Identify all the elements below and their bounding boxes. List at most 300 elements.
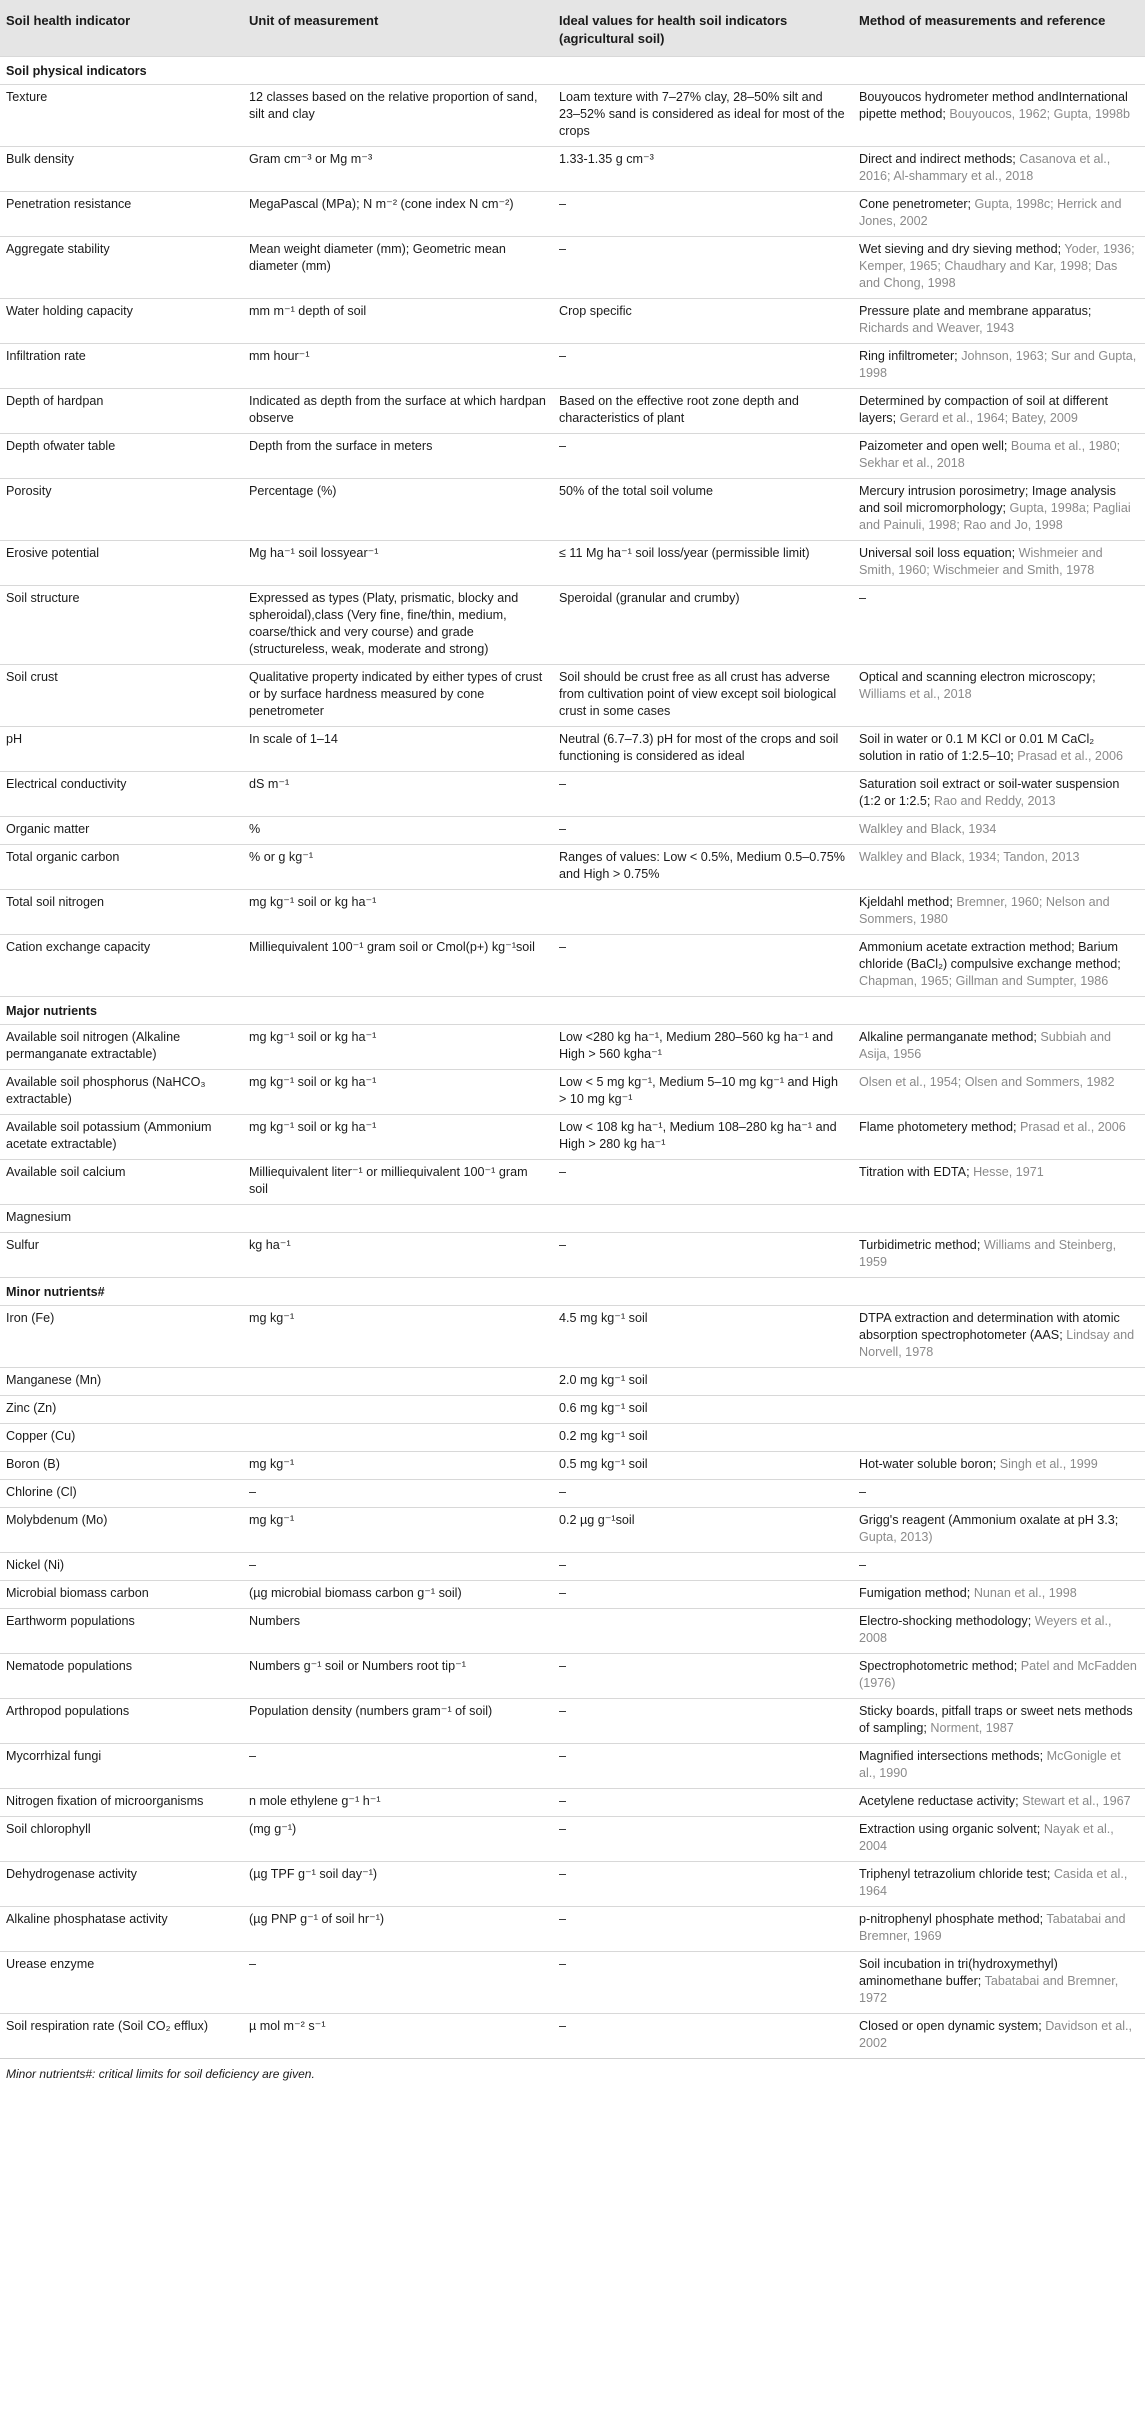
method-text: – [859,1485,867,1499]
method-cell [853,479,1145,541]
ideal-value-cell: – [553,817,853,845]
unit-cell: mm m⁻¹ depth of soil [243,299,553,344]
method-text: Flame photometery method; [859,1120,1017,1134]
indicator-cell: Electrical conductivity [0,772,243,817]
indicator-cell: Texture [0,85,243,147]
indicator-cell: Porosity [0,479,243,541]
ideal-value-cell: – [553,1789,853,1817]
table-row [0,890,1145,935]
reference-text: Olsen et al., 1954; Olsen and Sommers, 1982 [859,1075,1115,1089]
indicator-cell: Available soil calcium [0,1160,243,1205]
unit-cell: Mg ha⁻¹ soil lossyear⁻¹ [243,541,553,586]
indicator-cell: Manganese (Mn) [0,1368,243,1396]
method-cell [853,1070,1145,1115]
table-row [0,1699,1145,1744]
method-cell [853,845,1145,890]
table-row [0,389,1145,434]
indicator-cell: Mycorrhizal fungi [0,1744,243,1789]
unit-cell: – [243,1952,553,2014]
ideal-value-cell: – [553,1581,853,1609]
unit-cell: Population density (numbers gram⁻¹ of soil) [243,1699,553,1744]
unit-cell: mg kg⁻¹ soil or kg ha⁻¹ [243,1115,553,1160]
unit-cell: mg kg⁻¹ [243,1508,553,1553]
ideal-value-cell: – [553,434,853,479]
unit-cell: Gram cm⁻³ or Mg m⁻³ [243,147,553,192]
unit-cell: n mole ethylene g⁻¹ h⁻¹ [243,1789,553,1817]
indicator-cell: Chlorine (Cl) [0,1480,243,1508]
method-cell [853,1508,1145,1553]
method-text: DTPA extraction and determination with atomic absorption spectrophotometer (AAS; [859,1311,1120,1342]
method-cell [853,1952,1145,2014]
table-row [0,2014,1145,2059]
method-cell [853,1396,1145,1424]
reference-text: Stewart et al., 1967 [1022,1794,1131,1808]
method-cell [853,727,1145,772]
footnote: Minor nutrients#: critical limits for soil deficiency are given. [0,2058,1145,2089]
method-text: Titration with EDTA; [859,1165,970,1179]
section-title: Soil physical indicators [0,57,1145,85]
indicator-cell: Zinc (Zn) [0,1396,243,1424]
table-row [0,1508,1145,1553]
section-title: Major nutrients [0,997,1145,1025]
header-method: Method of measurements and reference [853,0,1145,57]
method-cell [853,1115,1145,1160]
reference-text: Bremner, 1960; Nelson and Sommers, 1980 [859,895,1110,926]
ideal-value-cell: 4.5 mg kg⁻¹ soil [553,1306,853,1368]
ideal-value-cell: – [553,237,853,299]
table-row [0,727,1145,772]
reference-text: Walkley and Black, 1934; Tandon, 2013 [859,850,1080,864]
table-row [0,1817,1145,1862]
method-cell [853,1025,1145,1070]
ideal-value-cell: 0.2 µg g⁻¹soil [553,1508,853,1553]
indicator-cell: Bulk density [0,147,243,192]
method-text: Bouyoucos hydrometer method andInternational pipette method; [859,90,1128,121]
reference-text: Williams and Steinberg, 1959 [859,1238,1117,1269]
method-text: Turbidimetric method; [859,1238,981,1252]
ideal-value-cell: Neutral (6.7–7.3) pH for most of the crops and soil functioning is considered as ideal [553,727,853,772]
table-row [0,85,1145,147]
indicator-cell: Penetration resistance [0,192,243,237]
indicator-cell: Infiltration rate [0,344,243,389]
unit-cell: µ mol m⁻² s⁻¹ [243,2014,553,2059]
unit-cell [243,1424,553,1452]
method-cell [853,192,1145,237]
method-cell [853,1233,1145,1278]
method-cell [853,1306,1145,1368]
ideal-value-cell: Soil should be crust free as all crust has adverse from cultivation point of view except soil biological crust in some cases [553,665,853,727]
method-text: Closed or open dynamic system; [859,2019,1042,2033]
reference-text: Rao and Reddy, 2013 [933,794,1056,808]
ideal-value-cell: – [553,1480,853,1508]
reference-text: Gupta, 1998c; Herrick and Jones, 2002 [859,197,1122,228]
indicator-cell: Soil chlorophyll [0,1817,243,1862]
header-ideal-values: Ideal values for health soil indicators (agricultural soil) [553,0,853,57]
ideal-value-cell: Low < 108 kg ha⁻¹, Medium 108–280 kg ha⁻¹ and High > 280 kg ha⁻¹ [553,1115,853,1160]
header-unit: Unit of measurement [243,0,553,57]
section-row [0,997,1145,1025]
reference-text: Chapman, 1965; Gillman and Sumpter, 1986 [859,974,1109,988]
method-cell [853,1654,1145,1699]
reference-text: Bouyoucos, 1962; Gupta, 1998b [949,107,1130,121]
method-cell [853,1205,1145,1233]
reference-text: Nunan et al., 1998 [973,1586,1077,1600]
indicator-cell: Copper (Cu) [0,1424,243,1452]
ideal-value-cell: Low <280 kg ha⁻¹, Medium 280–560 kg ha⁻¹ and High > 560 kgha⁻¹ [553,1025,853,1070]
ideal-value-cell: – [553,1553,853,1581]
reference-text: Casida et al., 1964 [859,1867,1128,1898]
method-text: – [859,591,867,605]
method-text: Determined by compaction of soil at different layers; [859,394,1108,425]
unit-cell: mg kg⁻¹ soil or kg ha⁻¹ [243,890,553,935]
unit-cell: % [243,817,553,845]
ideal-value-cell: Low < 5 mg kg⁻¹, Medium 5–10 mg kg⁻¹ and High > 10 mg kg⁻¹ [553,1070,853,1115]
table-row [0,586,1145,665]
ideal-value-cell: – [553,1817,853,1862]
unit-cell: Qualitative property indicated by either types of crust or by surface hardness measured by cone penetrometer [243,665,553,727]
indicator-cell: Boron (B) [0,1452,243,1480]
indicator-cell: Available soil phosphorus (NaHCO₃ extractable) [0,1070,243,1115]
table-row [0,1609,1145,1654]
method-cell [853,147,1145,192]
indicator-cell: Urease enzyme [0,1952,243,2014]
method-cell [853,1907,1145,1952]
ideal-value-cell [553,1609,853,1654]
unit-cell [243,1205,553,1233]
unit-cell: % or g kg⁻¹ [243,845,553,890]
indicator-cell: Total organic carbon [0,845,243,890]
ideal-value-cell: – [553,1952,853,2014]
ideal-value-cell [553,890,853,935]
indicator-cell: Depth of hardpan [0,389,243,434]
unit-cell: – [243,1744,553,1789]
reference-text: Gerard et al., 1964; Batey, 2009 [899,411,1078,425]
method-text: Triphenyl tetrazolium chloride test; [859,1867,1051,1881]
method-cell [853,1553,1145,1581]
table-row [0,845,1145,890]
indicator-cell: Arthropod populations [0,1699,243,1744]
method-text: Extraction using organic solvent; [859,1822,1041,1836]
unit-cell: Mean weight diameter (mm); Geometric mean diameter (mm) [243,237,553,299]
method-cell [853,1452,1145,1480]
reference-text: Subbiah and Asija, 1956 [859,1030,1112,1061]
reference-text: Bouma et al., 1980; Sekhar et al., 2018 [859,439,1121,470]
reference-text: Weyers et al., 2008 [859,1614,1112,1645]
table-row [0,1306,1145,1368]
method-text: Kjeldahl method; [859,895,953,909]
method-cell [853,434,1145,479]
section-row [0,57,1145,85]
reference-text: Gupta, 1998a; Pagliai and Painuli, 1998; Rao and Jo, 1998 [859,501,1131,532]
table-row [0,1789,1145,1817]
ideal-value-cell: 2.0 mg kg⁻¹ soil [553,1368,853,1396]
ideal-value-cell: – [553,192,853,237]
table-row [0,434,1145,479]
method-text: Wet sieving and dry sieving method; [859,242,1062,256]
indicator-cell: Dehydrogenase activity [0,1862,243,1907]
indicator-cell: Microbial biomass carbon [0,1581,243,1609]
unit-cell: Milliequivalent 100⁻¹ gram soil or Cmol(p+) kg⁻¹soil [243,935,553,997]
ideal-value-cell: Speroidal (granular and crumby) [553,586,853,665]
table-row [0,192,1145,237]
method-cell [853,935,1145,997]
section-title: Minor nutrients# [0,1278,1145,1306]
ideal-value-cell: – [553,1699,853,1744]
method-cell [853,1699,1145,1744]
method-text: Pressure plate and membrane apparatus; [859,304,1092,318]
unit-cell: (µg TPF g⁻¹ soil day⁻¹) [243,1862,553,1907]
ideal-value-cell: – [553,344,853,389]
method-cell [853,1480,1145,1508]
unit-cell: (µg microbial biomass carbon g⁻¹ soil) [243,1581,553,1609]
ideal-value-cell: Crop specific [553,299,853,344]
table-row [0,772,1145,817]
table-row [0,1025,1145,1070]
method-cell [853,237,1145,299]
unit-cell: Percentage (%) [243,479,553,541]
unit-cell: (µg PNP g⁻¹ of soil hr⁻¹) [243,1907,553,1952]
method-cell [853,1368,1145,1396]
table-row [0,1862,1145,1907]
ideal-value-cell: 50% of the total soil volume [553,479,853,541]
indicator-cell: Iron (Fe) [0,1306,243,1368]
indicator-cell: Soil crust [0,665,243,727]
ideal-value-cell: 0.6 mg kg⁻¹ soil [553,1396,853,1424]
ideal-value-cell: – [553,1862,853,1907]
method-cell [853,1581,1145,1609]
ideal-value-cell [553,1205,853,1233]
ideal-value-cell: 0.2 mg kg⁻¹ soil [553,1424,853,1452]
indicator-cell: Nematode populations [0,1654,243,1699]
indicator-cell: Available soil potassium (Ammonium acetate extractable) [0,1115,243,1160]
method-text: Direct and indirect methods; [859,152,1016,166]
table-row [0,1160,1145,1205]
method-text: Alkaline permanganate method; [859,1030,1037,1044]
unit-cell: mg kg⁻¹ soil or kg ha⁻¹ [243,1070,553,1115]
table-row [0,1553,1145,1581]
method-cell [853,1424,1145,1452]
reference-text: Prasad et al., 2006 [1017,749,1123,763]
reference-text: Lindsay and Norvell, 1978 [859,1328,1135,1359]
method-cell [853,586,1145,665]
reference-text: McGonigle et al., 1990 [859,1749,1121,1780]
reference-text: Casanova et al., 2016; Al-shammary et al., 2018 [859,152,1111,183]
method-text: Sticky boards, pitfall traps or sweet nets methods of sampling; [859,1704,1133,1735]
reference-text: Williams et al., 2018 [859,687,972,701]
table-row [0,479,1145,541]
ideal-value-cell: Loam texture with 7–27% clay, 28–50% silt and 23–52% sand is considered as ideal for most of the crops [553,85,853,147]
indicator-cell: Soil respiration rate (Soil CO₂ efflux) [0,2014,243,2059]
unit-cell: MegaPascal (MPa); N m⁻² (cone index N cm⁻²) [243,192,553,237]
unit-cell: mm hour⁻¹ [243,344,553,389]
method-text: Paizometer and open well; [859,439,1008,453]
ideal-value-cell: Based on the effective root zone depth and characteristics of plant [553,389,853,434]
method-text: Ring infiltrometer; [859,349,958,363]
table-row [0,1744,1145,1789]
method-cell [853,389,1145,434]
indicator-cell: Depth ofwater table [0,434,243,479]
section-row [0,1278,1145,1306]
ideal-value-cell: – [553,935,853,997]
method-cell [853,1609,1145,1654]
method-cell [853,817,1145,845]
method-text: Universal soil loss equation; [859,546,1016,560]
indicator-cell: Earthworm populations [0,1609,243,1654]
table-row [0,1368,1145,1396]
method-text: – [859,1558,867,1572]
table-row [0,147,1145,192]
table-row [0,935,1145,997]
table-row [0,1952,1145,2014]
method-text: Spectrophotometric method; [859,1659,1018,1673]
unit-cell: Numbers [243,1609,553,1654]
table-row [0,1424,1145,1452]
header-indicator: Soil health indicator [0,0,243,57]
table-row [0,1654,1145,1699]
reference-text: Richards and Weaver, 1943 [859,321,1015,335]
ideal-value-cell: – [553,1744,853,1789]
table-row [0,817,1145,845]
table-header [0,0,1145,57]
table-row [0,1581,1145,1609]
unit-cell: Depth from the surface in meters [243,434,553,479]
unit-cell: dS m⁻¹ [243,772,553,817]
unit-cell: Indicated as depth from the surface at which hardpan observe [243,389,553,434]
unit-cell [243,1396,553,1424]
method-text: Electro-shocking methodology; [859,1614,1032,1628]
reference-text: Hesse, 1971 [973,1165,1044,1179]
method-text: Fumigation method; [859,1586,971,1600]
method-cell [853,1744,1145,1789]
indicator-cell: Total soil nitrogen [0,890,243,935]
method-cell [853,1862,1145,1907]
table-row [0,1115,1145,1160]
unit-cell: mg kg⁻¹ [243,1306,553,1368]
table-row [0,1205,1145,1233]
indicator-cell: Nickel (Ni) [0,1553,243,1581]
indicator-cell: Organic matter [0,817,243,845]
indicator-cell: Alkaline phosphatase activity [0,1907,243,1952]
ideal-value-cell: – [553,2014,853,2059]
unit-cell: kg ha⁻¹ [243,1233,553,1278]
table-row [0,1480,1145,1508]
unit-cell: Milliequivalent liter⁻¹ or milliequivalent 100⁻¹ gram soil [243,1160,553,1205]
indicator-cell: Aggregate stability [0,237,243,299]
table-row [0,1452,1145,1480]
indicator-cell: pH [0,727,243,772]
ideal-value-cell: 1.33-1.35 g cm⁻³ [553,147,853,192]
method-text: Hot-water soluble boron; [859,1457,997,1471]
table-row [0,541,1145,586]
indicator-cell: Soil structure [0,586,243,665]
unit-cell: – [243,1553,553,1581]
ideal-value-cell: – [553,1160,853,1205]
method-cell [853,85,1145,147]
indicator-cell: Available soil nitrogen (Alkaline permanganate extractable) [0,1025,243,1070]
method-text: Saturation soil extract or soil-water suspension (1:2 or 1:2.5; [859,777,1120,808]
reference-text: Tabatabai and Bremner, 1972 [859,1974,1119,2005]
method-cell [853,1160,1145,1205]
method-text: Cone penetrometer; [859,197,972,211]
table-row [0,299,1145,344]
reference-text: Wishmeier and Smith, 1960; Wischmeier and Smith, 1978 [859,546,1103,577]
method-cell [853,890,1145,935]
indicator-cell: Water holding capacity [0,299,243,344]
ideal-value-cell: – [553,772,853,817]
method-cell [853,772,1145,817]
reference-text: Nayak et al., 2004 [859,1822,1114,1853]
unit-cell: mg kg⁻¹ [243,1452,553,1480]
unit-cell: Numbers g⁻¹ soil or Numbers root tip⁻¹ [243,1654,553,1699]
method-text: Acetylene reductase activity; [859,1794,1019,1808]
unit-cell: In scale of 1–14 [243,727,553,772]
method-cell [853,2014,1145,2059]
ideal-value-cell: – [553,1654,853,1699]
method-cell [853,299,1145,344]
table-body [0,57,1145,2059]
method-text: Magnified intersections methods; [859,1749,1044,1763]
reference-text: Singh et al., 1999 [999,1457,1098,1471]
reference-text: Gupta, 2013) [859,1530,933,1544]
ideal-value-cell: – [553,1907,853,1952]
method-text: Soil in water or 0.1 M KCl or 0.01 M CaCl₂ solution in ratio of 1:2.5–10; [859,732,1095,763]
indicator-cell: Molybdenum (Mo) [0,1508,243,1553]
method-text: Optical and scanning electron microscopy; [859,670,1096,684]
method-text: Ammonium acetate extraction method; Barium chloride (BaCl₂) compulsive exchange method; [859,940,1121,971]
reference-text: Patel and McFadden (1976) [859,1659,1137,1690]
unit-cell: (mg g⁻¹) [243,1817,553,1862]
reference-text: Walkley and Black, 1934 [859,822,997,836]
indicator-cell: Erosive potential [0,541,243,586]
method-text: Soil incubation in tri(hydroxymethyl) aminomethane buffer; [859,1957,1058,1988]
ideal-value-cell: Ranges of values: Low < 0.5%, Medium 0.5–0.75% and High > 0.75% [553,845,853,890]
method-cell [853,541,1145,586]
indicator-cell: Sulfur [0,1233,243,1278]
method-cell [853,1817,1145,1862]
unit-cell [243,1368,553,1396]
method-cell [853,665,1145,727]
unit-cell: Expressed as types (Platy, prismatic, blocky and spheroidal),class (Very fine, fine/thin, medium, coarse/thick and very course) and grade (structureless, weak, moderate and strong) [243,586,553,665]
ideal-value-cell: ≤ 11 Mg ha⁻¹ soil loss/year (permissible limit) [553,541,853,586]
table-row [0,1396,1145,1424]
unit-cell: 12 classes based on the relative proportion of sand, silt and clay [243,85,553,147]
indicator-cell: Nitrogen fixation of microorganisms [0,1789,243,1817]
reference-text: Norment, 1987 [930,1721,1014,1735]
unit-cell: mg kg⁻¹ soil or kg ha⁻¹ [243,1025,553,1070]
reference-text: Prasad et al., 2006 [1020,1120,1126,1134]
reference-text: Davidson et al., 2002 [859,2019,1133,2050]
table-row [0,1907,1145,1952]
table-row [0,1233,1145,1278]
indicator-cell: Cation exchange capacity [0,935,243,997]
method-text: p-nitrophenyl phosphate method; [859,1912,1044,1926]
method-text: Mercury intrusion porosimetry; Image analysis and soil micromorphology; [859,484,1116,515]
ideal-value-cell: 0.5 mg kg⁻¹ soil [553,1452,853,1480]
method-cell [853,344,1145,389]
reference-text: Yoder, 1936; Kemper, 1965; Chaudhary and Kar, 1998; Das and Chong, 1998 [859,242,1135,290]
indicator-cell: Magnesium [0,1205,243,1233]
table-row [0,237,1145,299]
reference-text: Tabatabai and Bremner, 1969 [859,1912,1126,1943]
table-row [0,1070,1145,1115]
unit-cell: – [243,1480,553,1508]
method-text: Grigg's reagent (Ammonium oxalate at pH 3.3; [859,1513,1119,1527]
ideal-value-cell: – [553,1233,853,1278]
table-row [0,665,1145,727]
reference-text: Johnson, 1963; Sur and Gupta, 1998 [859,349,1137,380]
method-cell [853,1789,1145,1817]
table-row [0,344,1145,389]
